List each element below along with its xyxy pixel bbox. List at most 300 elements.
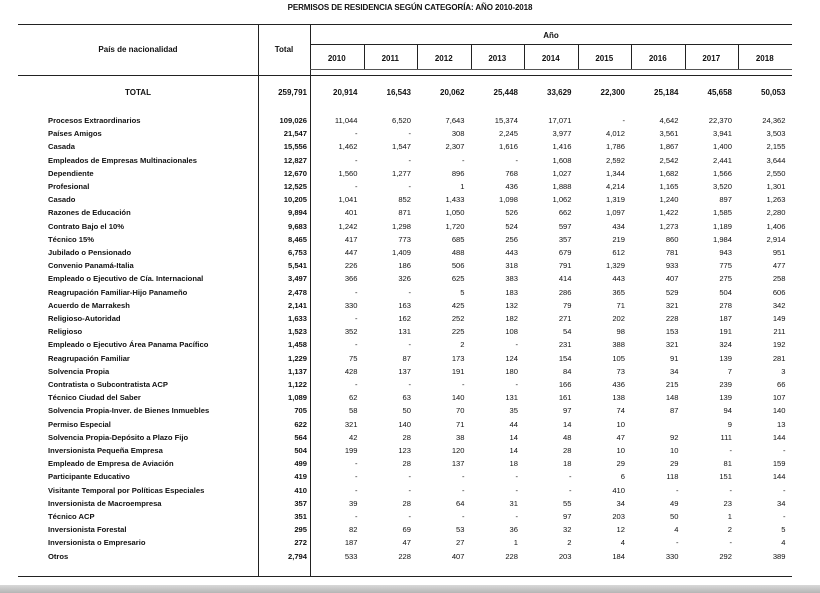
cell-value: 66: [777, 380, 786, 389]
cell-value: 138: [612, 393, 625, 403]
table-row: [18, 550, 792, 563]
cell-value: 24,362: [762, 116, 786, 125]
cell-value: 215: [665, 380, 679, 389]
cell-value: 410: [612, 485, 625, 495]
cell-value: 1,165: [659, 182, 679, 191]
cell-value: 140: [772, 406, 786, 416]
cell-value: 2,550: [766, 168, 786, 178]
header-year-rule: [310, 44, 792, 45]
table-row: [18, 220, 792, 233]
table-row: [18, 233, 792, 246]
cell-value: 436: [612, 380, 625, 389]
cell-value: 1,097: [605, 208, 625, 218]
row-total: 1,122: [287, 380, 307, 389]
cell-value: 662: [558, 208, 572, 218]
cell-value: 1,786: [605, 142, 625, 152]
row-label: Convenio Panamá-Italia: [48, 261, 134, 271]
cell-value: 685: [451, 234, 465, 244]
table-row: [18, 470, 792, 483]
cell-value: 91: [670, 353, 679, 363]
cell-value: 281: [772, 353, 786, 363]
cell-value: 10: [616, 446, 625, 455]
cell-value: 324: [719, 340, 732, 350]
cell-value: 18: [563, 459, 572, 469]
cell-value: 1: [460, 182, 465, 191]
cell-value: 1,240: [659, 195, 679, 205]
cell-value: -: [515, 512, 518, 521]
cell-value: 20,062: [440, 88, 465, 97]
cell-value: -: [354, 472, 358, 482]
cell-value: 148: [665, 393, 679, 403]
cell-value: 63: [402, 393, 411, 403]
cell-value: 203: [612, 512, 625, 521]
row-label: Contrato Bajo el 10%: [48, 221, 124, 231]
table-row: [18, 180, 792, 193]
cell-value: 151: [719, 472, 732, 482]
cell-value: 383: [505, 274, 518, 284]
cell-value: 951: [772, 248, 786, 257]
row-total: 6,753: [287, 248, 307, 257]
table-row: [18, 193, 792, 206]
table-row: [18, 457, 792, 470]
cell-value: 140: [451, 393, 465, 403]
cell-value: 27: [456, 538, 465, 548]
cell-value: 154: [558, 353, 572, 363]
cell-value: 25,184: [654, 88, 679, 97]
row-label: Solvencia Propia-Depósito a Plazo Fijo: [48, 432, 189, 442]
table-bottom-rule: [18, 576, 792, 577]
cell-value: 1,189: [712, 221, 732, 231]
cell-value: 625: [451, 274, 465, 284]
cell-value: 526: [505, 208, 518, 218]
cell-value: -: [461, 485, 465, 495]
cell-value: 28: [402, 498, 411, 508]
cell-value: -: [515, 380, 518, 389]
row-label: Religioso-Autoridad: [48, 314, 121, 323]
cell-value: 477: [772, 261, 786, 271]
row-total: 419: [294, 472, 307, 482]
cell-value: -: [461, 512, 465, 521]
cell-value: 933: [665, 261, 679, 271]
cell-value: 352: [344, 327, 358, 337]
table-row: [18, 404, 792, 417]
row-total: 1,229: [287, 353, 307, 363]
cell-value: 124: [505, 353, 518, 363]
cell-value: 2,245: [498, 129, 518, 139]
row-total: 499: [294, 459, 307, 469]
header-year: 2013: [488, 54, 507, 63]
cell-value: 1,867: [659, 142, 679, 152]
cell-value: 191: [719, 327, 732, 337]
total-row: [18, 86, 792, 99]
table-row: [18, 536, 792, 549]
cell-value: 1,062: [552, 195, 572, 205]
row-total: 410: [294, 485, 307, 495]
cell-value: 98: [616, 327, 625, 337]
cell-value: 139: [719, 393, 732, 403]
cell-value: 775: [719, 261, 732, 271]
cell-value: 529: [665, 287, 679, 297]
cell-value: 7: [727, 366, 732, 376]
row-label: Técnico Ciudad del Saber: [48, 393, 141, 403]
row-label: Permiso Especial: [48, 419, 111, 429]
cell-value: 4,214: [605, 182, 625, 191]
header-total: Total: [274, 45, 294, 54]
cell-value: 407: [665, 274, 679, 284]
cell-value: 82: [349, 525, 358, 535]
row-total: 109,026: [279, 116, 307, 125]
cell-value: 1,416: [552, 142, 572, 152]
cell-value: 401: [344, 208, 358, 218]
row-label: Inversionista Pequeña Empresa: [48, 446, 163, 455]
cell-value: 4: [674, 525, 679, 535]
header-year: 2015: [595, 54, 614, 63]
cell-value: 47: [402, 538, 411, 548]
cell-value: 108: [505, 327, 518, 337]
cell-value: 92: [670, 432, 679, 442]
row-label: Participante Educativo: [48, 472, 130, 482]
row-total: 12,670: [283, 168, 307, 178]
row-total: 1,523: [287, 327, 307, 337]
cell-value: 278: [719, 300, 732, 310]
cell-value: 318: [505, 261, 518, 271]
row-label: Casado: [48, 195, 76, 205]
cell-value: 9: [727, 419, 732, 429]
cell-value: 71: [616, 300, 625, 310]
header-year-rule-bottom: [310, 69, 792, 70]
table-row: [18, 114, 792, 127]
cell-value: 64: [456, 498, 465, 508]
cell-value: 226: [344, 261, 358, 271]
cell-value: 2,307: [445, 142, 465, 152]
cell-value: 11,044: [334, 116, 358, 125]
cell-value: 144: [772, 432, 786, 442]
cell-value: 228: [398, 551, 411, 561]
cell-value: 187: [344, 538, 358, 548]
cell-value: -: [515, 340, 518, 350]
cell-value: 292: [719, 551, 732, 561]
cell-value: 533: [344, 551, 358, 561]
cell-value: 20,914: [333, 88, 358, 97]
cell-value: 1,547: [391, 142, 411, 152]
cell-value: 22,370: [708, 116, 732, 125]
cell-value: 107: [772, 393, 786, 403]
cell-value: 2,592: [605, 155, 625, 165]
table-row: [18, 365, 792, 378]
cell-value: -: [461, 472, 465, 482]
row-label: Empleado o Ejecutivo Área Panama Pacífico: [48, 340, 209, 350]
cell-value: 2: [727, 525, 732, 535]
table-title: PERMISOS DE RESIDENCIA SEGÚN CATEGORÍA: AÑO 2010-2018: [287, 3, 533, 12]
cell-value: 50,053: [761, 88, 786, 97]
cell-value: -: [729, 446, 732, 455]
cell-value: 1,277: [391, 168, 411, 178]
table-row: [18, 272, 792, 285]
cell-value: -: [461, 155, 465, 165]
cell-value: 58: [349, 406, 358, 416]
cell-value: -: [515, 485, 518, 495]
cell-value: 55: [563, 498, 572, 508]
row-label: Contratista o Subcontratista ACP: [48, 380, 168, 389]
row-total: 272: [294, 538, 307, 548]
cell-value: 428: [344, 366, 358, 376]
cell-value: 183: [505, 287, 518, 297]
cell-value: 47: [616, 432, 625, 442]
cell-value: 3,977: [552, 129, 572, 139]
cell-value: 3: [781, 366, 786, 376]
row-label: Profesional: [48, 182, 90, 191]
cell-value: 1,344: [605, 168, 625, 178]
cell-value: 389: [772, 551, 786, 561]
cell-value: -: [408, 472, 411, 482]
cell-value: 38: [456, 432, 465, 442]
row-total: 564: [294, 432, 307, 442]
cell-value: 1,027: [552, 168, 572, 178]
row-label: Países Amigos: [48, 129, 102, 139]
cell-value: -: [729, 538, 732, 548]
cell-value: -: [354, 129, 358, 139]
row-label: Procesos Extraordinarios: [48, 116, 141, 125]
cell-value: 4: [781, 538, 786, 548]
cell-value: 50: [402, 406, 411, 416]
cell-value: 871: [398, 208, 411, 218]
cell-value: 606: [772, 287, 786, 297]
cell-value: 252: [451, 314, 465, 323]
table-row: [18, 510, 792, 523]
table-row: [18, 444, 792, 457]
cell-value: 3,644: [766, 155, 786, 165]
cell-value: 14: [509, 432, 518, 442]
cell-value: 768: [505, 168, 518, 178]
cell-value: 321: [344, 419, 358, 429]
cell-value: 73: [616, 366, 625, 376]
cell-value: 1,560: [338, 168, 358, 178]
cell-value: 94: [723, 406, 732, 416]
cell-value: 388: [612, 340, 625, 350]
cell-value: 2,155: [766, 142, 786, 152]
cell-value: -: [354, 182, 358, 191]
cell-value: 25,448: [493, 88, 518, 97]
cell-value: 258: [772, 274, 786, 284]
cell-value: 49: [670, 498, 679, 508]
cell-value: 321: [665, 340, 679, 350]
row-label: Jubilado o Pensionado: [48, 248, 132, 257]
cell-value: 1,608: [552, 155, 572, 165]
cell-value: 612: [612, 248, 625, 257]
cell-value: 33,629: [547, 88, 572, 97]
cell-value: 1,400: [712, 142, 732, 152]
row-total: 622: [294, 419, 307, 429]
cell-value: 852: [398, 195, 411, 205]
cell-value: 3,941: [712, 129, 732, 139]
cell-value: 7,643: [445, 116, 465, 125]
row-label: Reagrupación Familiar-Hijo Panameño: [48, 287, 188, 297]
header-year-divider: [471, 44, 472, 69]
cell-value: 4,012: [605, 129, 625, 139]
cell-value: 1,409: [391, 248, 411, 257]
cell-value: 23: [723, 498, 732, 508]
cell-value: 140: [398, 419, 411, 429]
table-row: [18, 352, 792, 365]
cell-value: 231: [558, 340, 572, 350]
cell-value: 137: [398, 366, 411, 376]
cell-value: -: [782, 512, 786, 521]
header-year-divider: [631, 44, 632, 69]
cell-value: 84: [563, 366, 572, 376]
cell-value: 6,520: [391, 116, 411, 125]
cell-value: 180: [505, 366, 518, 376]
cell-value: 1,984: [712, 234, 732, 244]
cell-value: 597: [558, 221, 572, 231]
cell-value: 443: [612, 274, 625, 284]
cell-value: 219: [612, 234, 625, 244]
cell-value: 436: [505, 182, 518, 191]
cell-value: 17,071: [548, 116, 572, 125]
cell-value: -: [354, 314, 358, 323]
cell-value: 1,050: [445, 208, 465, 218]
row-total: 2,478: [287, 287, 307, 297]
cell-value: 132: [505, 300, 518, 310]
cell-value: 425: [451, 300, 465, 310]
cell-value: -: [354, 155, 358, 165]
cell-value: 1,462: [338, 142, 358, 152]
cell-value: 773: [398, 234, 411, 244]
cell-value: 943: [719, 248, 732, 257]
cell-value: 50: [670, 512, 679, 521]
row-total: 351: [294, 512, 307, 521]
header-year-divider: [738, 44, 739, 69]
cell-value: 74: [616, 406, 625, 416]
cell-value: 6: [620, 472, 625, 482]
row-total: 357: [294, 498, 307, 508]
cell-value: 120: [451, 446, 465, 455]
cell-value: 1,242: [338, 221, 358, 231]
cell-value: 29: [670, 459, 679, 469]
cell-value: 14: [509, 446, 518, 455]
row-label: Empleado o Ejecutivo de Cía. Internacional: [48, 274, 204, 284]
cell-value: -: [675, 538, 679, 548]
cell-value: 1,263: [766, 195, 786, 205]
row-label: Religioso: [48, 327, 83, 337]
cell-value: 163: [398, 300, 411, 310]
cell-value: -: [354, 459, 358, 469]
cell-value: 32: [563, 525, 572, 535]
row-label: Solvencia Propia-Inver. de Bienes Inmuebles: [48, 406, 210, 416]
cell-value: 87: [670, 406, 679, 416]
table-row: [18, 378, 792, 391]
header-country: País de nacionalidad: [98, 45, 178, 54]
cell-value: 2: [567, 538, 572, 548]
table-row: [18, 206, 792, 219]
header-year-divider: [417, 44, 418, 69]
cell-value: 417: [344, 234, 358, 244]
cell-value: 488: [451, 248, 465, 257]
header-year: 2017: [702, 54, 721, 63]
table-row: [18, 140, 792, 153]
cell-value: 149: [772, 314, 786, 323]
cell-value: 71: [456, 419, 465, 429]
cell-value: 111: [720, 432, 732, 442]
cell-value: -: [408, 287, 411, 297]
cell-value: -: [515, 155, 518, 165]
table-row: [18, 167, 792, 180]
cell-value: 504: [719, 287, 732, 297]
row-total: 295: [294, 525, 307, 535]
cell-value: 203: [558, 551, 572, 561]
cell-value: 44: [509, 419, 518, 429]
row-label: Solvencia Propia: [48, 366, 110, 376]
row-total: 1,458: [287, 340, 307, 350]
cell-value: 896: [451, 168, 465, 178]
cell-value: 366: [344, 274, 358, 284]
row-label: Visitante Temporal por Políticas Especiales: [48, 485, 205, 495]
cell-value: 31: [509, 498, 518, 508]
cell-value: -: [408, 155, 411, 165]
row-label: Otros: [48, 551, 69, 561]
row-label: Dependiente: [48, 168, 94, 178]
cell-value: 69: [402, 525, 411, 535]
row-total: 3,497: [287, 274, 307, 284]
cell-value: 54: [563, 327, 572, 337]
cell-value: 286: [558, 287, 572, 297]
row-total: 2,141: [287, 300, 307, 310]
cell-value: 118: [666, 472, 679, 482]
table-header: [18, 24, 792, 76]
row-label: Empleados de Empresas Multinacionales: [48, 155, 197, 165]
row-total: 1,089: [287, 393, 307, 403]
cell-value: 1,098: [498, 195, 518, 205]
table-row: [18, 431, 792, 444]
cell-value: -: [568, 472, 572, 482]
cell-value: -: [515, 472, 518, 482]
cell-value: 3,503: [766, 129, 786, 139]
cell-value: 191: [451, 366, 465, 376]
cell-value: 4,642: [659, 116, 679, 125]
cell-value: -: [729, 485, 732, 495]
header-year: 2014: [541, 54, 560, 63]
row-label: Inversionista Forestal: [48, 525, 127, 535]
header-year-divider: [685, 44, 686, 69]
cell-value: 97: [563, 406, 572, 416]
table-row: [18, 246, 792, 259]
cell-value: 202: [612, 314, 625, 323]
table-row: [18, 286, 792, 299]
cell-value: 97: [563, 512, 572, 521]
cell-value: 182: [505, 314, 518, 323]
row-label: Reagrupación Familiar: [48, 353, 130, 363]
table-row: [18, 523, 792, 536]
cell-value: -: [408, 340, 411, 350]
header-year-divider: [364, 44, 365, 69]
cell-value: 28: [563, 446, 572, 455]
cell-value: 1,720: [445, 221, 465, 231]
row-total: 12,827: [283, 155, 307, 165]
row-label: Empleado de Empresa de Aviación: [48, 459, 174, 469]
cell-value: 275: [719, 274, 732, 284]
cell-value: 12: [616, 525, 625, 535]
header-year: 2012: [434, 54, 453, 63]
cell-value: -: [408, 129, 411, 139]
header-year: 2018: [755, 54, 774, 63]
cell-value: 3,561: [659, 129, 679, 139]
table-row: [18, 259, 792, 272]
header-year: 2011: [381, 54, 399, 63]
cell-value: 36: [509, 525, 518, 535]
cell-value: -: [622, 116, 625, 125]
cell-value: 5: [781, 525, 786, 535]
row-total: 21,547: [283, 129, 307, 139]
cell-value: 1,041: [338, 195, 358, 205]
